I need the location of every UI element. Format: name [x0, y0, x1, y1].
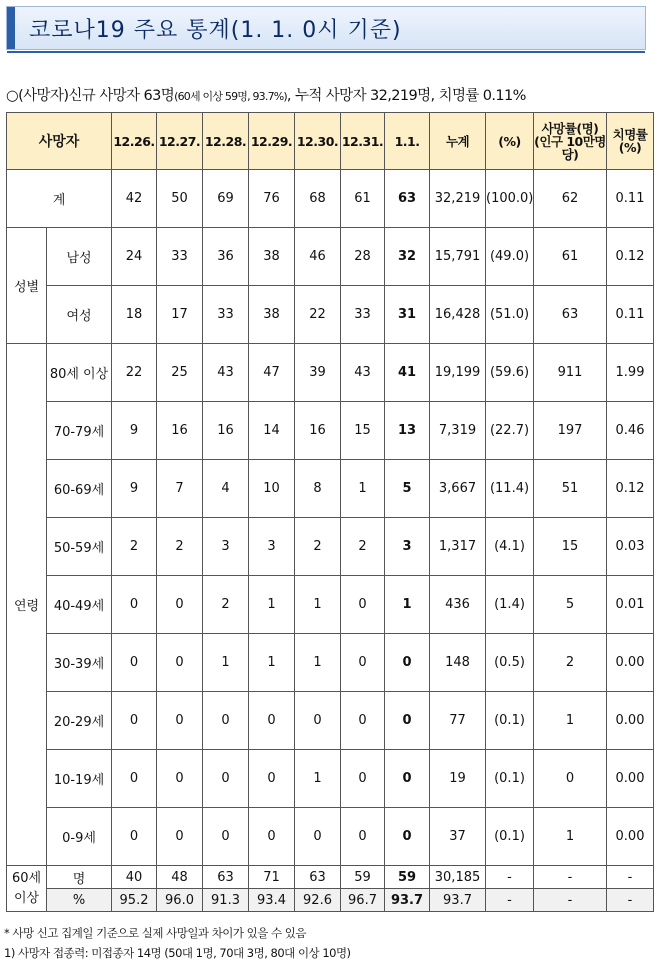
row-label: 50-59세 — [47, 518, 112, 576]
table-cell: 69 — [203, 170, 249, 228]
table-cell: (1.4) — [486, 576, 534, 634]
table-cell: 63 — [203, 866, 249, 889]
table-cell: 38 — [249, 286, 295, 344]
table-cell: 0 — [341, 634, 385, 692]
table-row-age — [7, 692, 654, 750]
table-cell: 63 — [385, 170, 430, 228]
table-cell: - — [607, 889, 654, 912]
table-row-over60 — [7, 866, 654, 889]
table-cell: 36 — [203, 228, 249, 286]
table-row-age — [7, 460, 654, 518]
table-cell: - — [486, 866, 534, 889]
table-cell: 96.7 — [341, 889, 385, 912]
table-row-age — [7, 518, 654, 576]
table-cell: 93.4 — [249, 889, 295, 912]
death-statistics-table — [6, 112, 654, 912]
table-cell: 0 — [157, 692, 203, 750]
table-cell: 0 — [385, 750, 430, 808]
table-cell: 7,319 — [430, 402, 486, 460]
table-cell: (0.1) — [486, 808, 534, 866]
table-cell: 0 — [203, 692, 249, 750]
table-cell: 1 — [534, 808, 607, 866]
header-death-rate: 사망률(명) (인구 10만명당) — [534, 113, 607, 170]
table-cell: (0.1) — [486, 692, 534, 750]
header-date: 12.28. — [203, 113, 249, 170]
header-deaths: 사망자 — [7, 113, 112, 170]
header-date: 12.27. — [157, 113, 203, 170]
row-label: 0-9세 — [47, 808, 112, 866]
table-cell: 0 — [295, 808, 341, 866]
table-cell: 3 — [249, 518, 295, 576]
table-cell: 19,199 — [430, 344, 486, 402]
table-cell: 2 — [203, 576, 249, 634]
table-cell: 0 — [341, 750, 385, 808]
table-cell: 0 — [341, 576, 385, 634]
header-date: 12.29. — [249, 113, 295, 170]
table-row-age — [7, 634, 654, 692]
table-cell: 22 — [295, 286, 341, 344]
header-date: 12.31. — [341, 113, 385, 170]
table-cell: 93.7 — [430, 889, 486, 912]
table-cell: 48 — [157, 866, 203, 889]
summary-over60: (60세 이상 59명, 93.7%) — [174, 90, 287, 103]
table-cell: 63 — [295, 866, 341, 889]
table-cell: 77 — [430, 692, 486, 750]
row-label: 남성 — [47, 228, 112, 286]
table-cell: - — [534, 866, 607, 889]
table-row-over60 — [7, 889, 654, 912]
table-row-sex — [7, 228, 654, 286]
table-cell: 1 — [534, 692, 607, 750]
table-cell: 61 — [341, 170, 385, 228]
table-cell: 61 — [534, 228, 607, 286]
table-cell: 9 — [112, 460, 157, 518]
table-cell: 1 — [249, 576, 295, 634]
table-cell: 15 — [341, 402, 385, 460]
table-cell: 3,667 — [430, 460, 486, 518]
table-cell: 1 — [203, 634, 249, 692]
table-cell: 0.01 — [607, 576, 654, 634]
row-label: 10-19세 — [47, 750, 112, 808]
table-cell: 28 — [341, 228, 385, 286]
table-cell: 0 — [385, 808, 430, 866]
page-title: 코로나19 주요 통계(1. 1. 0시 기준) — [29, 18, 402, 43]
table-cell: 0 — [249, 808, 295, 866]
summary-new-deaths: (사망자)신규 사망자 63명 — [18, 88, 175, 104]
table-cell: 0.00 — [607, 750, 654, 808]
table-cell: 32 — [385, 228, 430, 286]
table-cell: 2 — [341, 518, 385, 576]
table-cell: (0.5) — [486, 634, 534, 692]
table-cell: 0 — [249, 750, 295, 808]
table-row-age — [7, 402, 654, 460]
header-cumulative: 누계 — [430, 113, 486, 170]
table-cell: 33 — [203, 286, 249, 344]
table-cell: 0 — [249, 692, 295, 750]
table-cell: 0.11 — [607, 286, 654, 344]
table-row-age — [7, 344, 654, 402]
table-cell: 1 — [249, 634, 295, 692]
table-cell: 0.00 — [607, 692, 654, 750]
table-cell: 0 — [385, 692, 430, 750]
table-cell: 5 — [534, 576, 607, 634]
table-cell: 2 — [112, 518, 157, 576]
table-cell: 911 — [534, 344, 607, 402]
table-cell: 436 — [430, 576, 486, 634]
table-cell: 0 — [157, 808, 203, 866]
table-row-age — [7, 808, 654, 866]
table-cell: - — [607, 866, 654, 889]
table-cell: 24 — [112, 228, 157, 286]
table-cell: 0 — [534, 750, 607, 808]
table-cell: 0 — [341, 692, 385, 750]
table-cell: 14 — [249, 402, 295, 460]
table-cell: 1 — [295, 750, 341, 808]
table-cell: 0 — [385, 634, 430, 692]
table-cell: 197 — [534, 402, 607, 460]
table-cell: 10 — [249, 460, 295, 518]
table-cell: 33 — [157, 228, 203, 286]
table-cell: (22.7) — [486, 402, 534, 460]
table-cell: 0.12 — [607, 228, 654, 286]
table-cell: 30,185 — [430, 866, 486, 889]
table-header-row — [7, 113, 654, 170]
table-row-age — [7, 750, 654, 808]
table-cell: (51.0) — [486, 286, 534, 344]
table-cell: 95.2 — [112, 889, 157, 912]
table-cell: 1 — [341, 460, 385, 518]
table-cell: 51 — [534, 460, 607, 518]
group-label-sex: 성별 — [7, 228, 47, 344]
title-accent-bar — [7, 7, 15, 49]
table-cell: 1 — [385, 576, 430, 634]
table-cell: 1.99 — [607, 344, 654, 402]
table-cell: 71 — [249, 866, 295, 889]
table-cell: 3 — [385, 518, 430, 576]
row-label: 60-69세 — [47, 460, 112, 518]
table-cell: 16,428 — [430, 286, 486, 344]
table-cell: 15 — [534, 518, 607, 576]
table-row-age — [7, 576, 654, 634]
table-cell: 0 — [295, 692, 341, 750]
table-cell: 93.7 — [385, 889, 430, 912]
table-cell: 0 — [203, 808, 249, 866]
header-date: 12.26. — [112, 113, 157, 170]
table-cell: (100.0) — [486, 170, 534, 228]
header-fatality-rate: 치명률 (%) — [607, 113, 654, 170]
table-cell: 40 — [112, 866, 157, 889]
table-cell: 0.11 — [607, 170, 654, 228]
table-cell: 0.03 — [607, 518, 654, 576]
table-cell: 1,317 — [430, 518, 486, 576]
table-cell: 0 — [112, 576, 157, 634]
table-cell: 17 — [157, 286, 203, 344]
table-cell: (4.1) — [486, 518, 534, 576]
table-cell: 0.46 — [607, 402, 654, 460]
group-label-age: 연령 — [7, 344, 47, 866]
table-cell: 0 — [203, 750, 249, 808]
table-cell: 0 — [112, 750, 157, 808]
table-cell: 0 — [157, 576, 203, 634]
table-cell: 19 — [430, 750, 486, 808]
table-cell: 0 — [157, 634, 203, 692]
table-cell: 47 — [249, 344, 295, 402]
table-cell: (11.4) — [486, 460, 534, 518]
table-cell: 5 — [385, 460, 430, 518]
table-cell: 33 — [341, 286, 385, 344]
table-cell: - — [534, 889, 607, 912]
table-cell: 9 — [112, 402, 157, 460]
over60-unit: 명 — [47, 866, 112, 889]
table-row-total — [7, 170, 654, 228]
table-cell: 68 — [295, 170, 341, 228]
table-cell: 50 — [157, 170, 203, 228]
row-label: 80세 이상 — [47, 344, 112, 402]
table-cell: 3 — [203, 518, 249, 576]
table-cell: 8 — [295, 460, 341, 518]
summary-cumulative: , 누적 사망자 32,219명, 치명률 0.11% — [286, 88, 526, 104]
table-cell: (49.0) — [486, 228, 534, 286]
table-cell: 38 — [249, 228, 295, 286]
table-cell: 43 — [341, 344, 385, 402]
table-cell: 1 — [295, 634, 341, 692]
header-percent: (%) — [486, 113, 534, 170]
table-cell: 0.12 — [607, 460, 654, 518]
table-cell: 76 — [249, 170, 295, 228]
row-label: 70-79세 — [47, 402, 112, 460]
footnote-vaccination: 1) 사망자 접종력: 미접종자 14명 (50대 1명, 70대 3명, 80대 이상 10명) — [4, 946, 351, 960]
table-cell: 0 — [112, 692, 157, 750]
table-cell: 16 — [295, 402, 341, 460]
table-cell: (59.6) — [486, 344, 534, 402]
table-cell: 39 — [295, 344, 341, 402]
table-cell: 0.00 — [607, 808, 654, 866]
table-cell: 43 — [203, 344, 249, 402]
table-cell: 7 — [157, 460, 203, 518]
table-cell: 1 — [295, 576, 341, 634]
row-label: 30-39세 — [47, 634, 112, 692]
table-cell: 91.3 — [203, 889, 249, 912]
table-cell: 25 — [157, 344, 203, 402]
table-cell: 96.0 — [157, 889, 203, 912]
summary-bullet: ○ — [6, 88, 19, 104]
table-cell: 2 — [534, 634, 607, 692]
table-cell: 4 — [203, 460, 249, 518]
table-cell: 92.6 — [295, 889, 341, 912]
title-banner — [6, 6, 646, 50]
title-underline — [7, 51, 645, 53]
over60-unit: % — [47, 889, 112, 912]
table-cell: 18 — [112, 286, 157, 344]
table-cell: 0 — [341, 808, 385, 866]
summary-line — [6, 84, 526, 105]
table-cell: 0 — [157, 750, 203, 808]
header-date: 1.1. — [385, 113, 430, 170]
row-label: 계 — [7, 170, 112, 228]
table-row-sex — [7, 286, 654, 344]
table-cell: 2 — [157, 518, 203, 576]
table-cell: 62 — [534, 170, 607, 228]
row-label: 여성 — [47, 286, 112, 344]
table-cell: 22 — [112, 344, 157, 402]
table-cell: 0.00 — [607, 634, 654, 692]
footnote-reporting: * 사망 신고 집계일 기준으로 실제 사망일과 차이가 있을 수 있음 — [4, 926, 307, 940]
table-cell: 16 — [203, 402, 249, 460]
table-cell: 59 — [341, 866, 385, 889]
table-cell: 2 — [295, 518, 341, 576]
table-cell: 42 — [112, 170, 157, 228]
table-cell: 63 — [534, 286, 607, 344]
over60-label: 60세 이상 — [7, 866, 47, 912]
table-cell: 13 — [385, 402, 430, 460]
table-cell: 0 — [112, 634, 157, 692]
table-cell: 32,219 — [430, 170, 486, 228]
table-cell: 0 — [112, 808, 157, 866]
table-cell: 31 — [385, 286, 430, 344]
row-label: 40-49세 — [47, 576, 112, 634]
table-cell: (0.1) — [486, 750, 534, 808]
table-cell: 15,791 — [430, 228, 486, 286]
table-cell: 41 — [385, 344, 430, 402]
table-cell: 37 — [430, 808, 486, 866]
row-label: 20-29세 — [47, 692, 112, 750]
table-cell: 16 — [157, 402, 203, 460]
table-cell: 148 — [430, 634, 486, 692]
table-cell: - — [486, 889, 534, 912]
header-date: 12.30. — [295, 113, 341, 170]
table-cell: 46 — [295, 228, 341, 286]
table-cell: 59 — [385, 866, 430, 889]
